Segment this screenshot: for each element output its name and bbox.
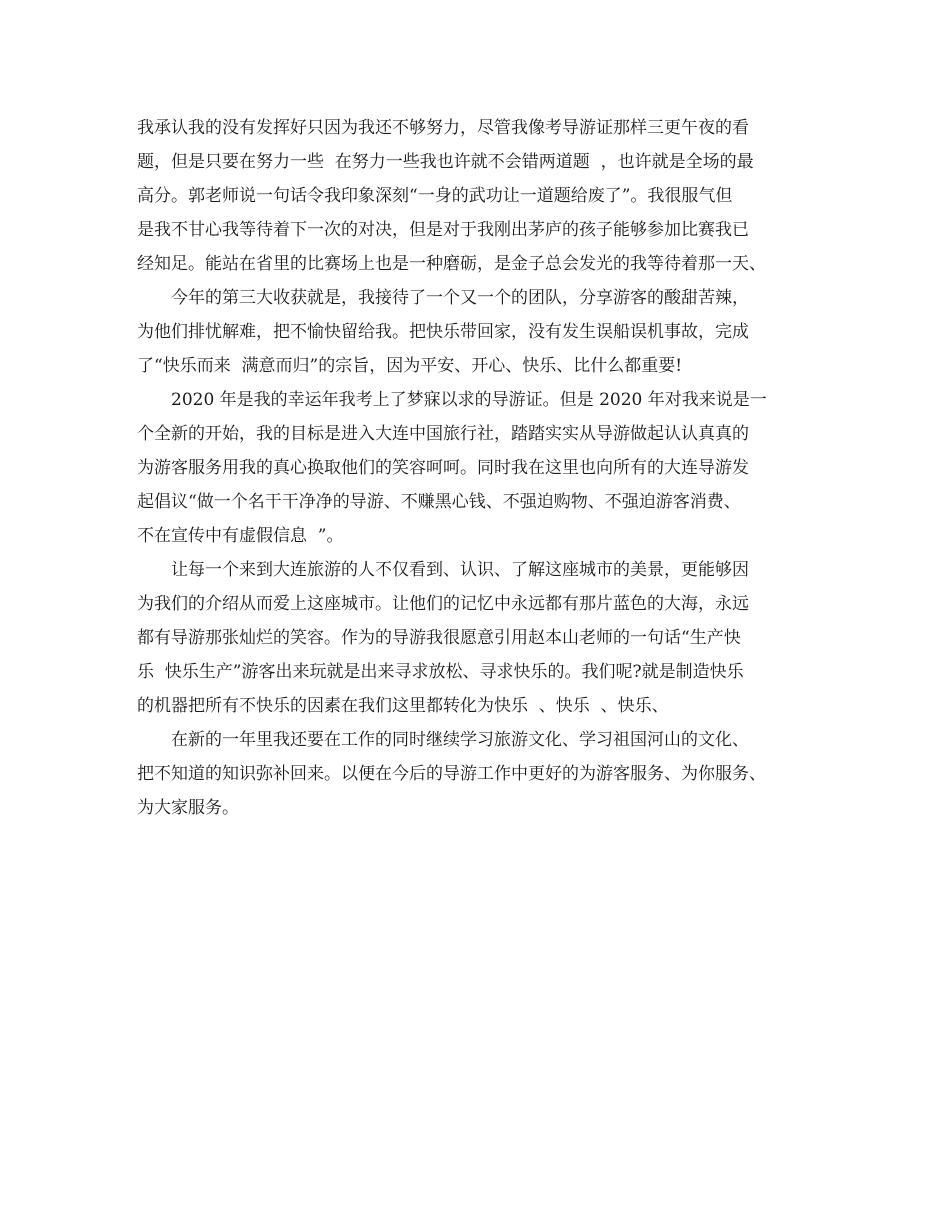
paragraph-5 [137,723,827,825]
paragraph-1 [137,111,827,281]
paragraph-line: 把不知道的知识弥补回来。以便在今后的导游工作中更好的为游客服务、为你服务、 [137,764,766,784]
paragraph-line: 让每一个来到大连旅游的人不仅看到、认识、了解这座城市的美景，更能够因 [171,560,749,580]
paragraph-line: 我承认我的没有发挥好只因为我还不够努力，尽管我像考导游证那样三更午夜的看 [137,118,749,138]
paragraph-3 [137,383,827,553]
paragraph-line: 2020 年是我的幸运年我考上了梦寐以求的导游证。但是 2020 年对我来说是一 [171,390,767,410]
paragraph-line: 都有导游那张灿烂的笑容。作为的导游我很愿意引用赵本山老师的一句话“生产快 [137,628,741,648]
paragraph-line: 题，但是只要在努力一些 在努力一些我也许就不会错两道题 ，也许就是全场的最 [137,152,754,172]
paragraph-line: 为他们排忧解难，把不愉快留给我。把快乐带回家，没有发生误船误机事故，完成 [137,322,749,342]
paragraph-line: 今年的第三大收获就是，我接待了一个又一个的团队，分享游客的酸甜苦辣， [171,288,749,308]
paragraph-2 [137,281,827,383]
paragraph-line: 在新的一年里我还要在工作的同时继续学习旅游文化、学习祖国河山的文化、 [171,730,749,750]
paragraph-line: 个全新的开始，我的目标是进入大连中国旅行社，踏踏实实从导游做起认认真真的 [137,424,749,444]
paragraph-line: 起倡议“做一个名干干净净的导游、不赚黑心钱、不强迫购物、不强迫游客消费、 [137,492,741,512]
paragraph-line: 的机器把所有不快乐的因素在我们这里都转化为快乐 、快乐 、快乐、 [137,696,669,716]
paragraph-line: 乐 快乐生产”游客出来玩就是出来寻求放松、寻求快乐的。我们呢?就是制造快乐 [137,662,744,682]
paragraph-line: 为游客服务用我的真心换取他们的笑容呵呵。同时我在这里也向所有的大连导游发 [137,458,749,478]
paragraph-line: 高分。郭老师说一句话令我印象深刻“一身的武功让一道题给废了”。我很服气但 [137,186,733,206]
paragraph-line: 不在宣传中有虚假信息 ”。 [137,526,344,546]
paragraph-line: 了“快乐而来 满意而归”的宗旨，因为平安、开心、快乐、比什么都重要! [137,356,683,376]
document-body [137,111,827,825]
paragraph-line: 经知足。能站在省里的比赛场上也是一种磨砺，是金子总会发光的我等待着那一天、 [137,254,766,274]
paragraph-line: 是我不甘心我等待着下一次的对决，但是对于我刚出茅庐的孩子能够参加比赛我已 [137,220,749,240]
paragraph-line: 为我们的介绍从而爱上这座城市。让他们的记忆中永远都有那片蓝色的大海，永远 [137,594,749,614]
paragraph-line: 为大家服务。 [137,798,239,818]
paragraph-4 [137,553,827,723]
